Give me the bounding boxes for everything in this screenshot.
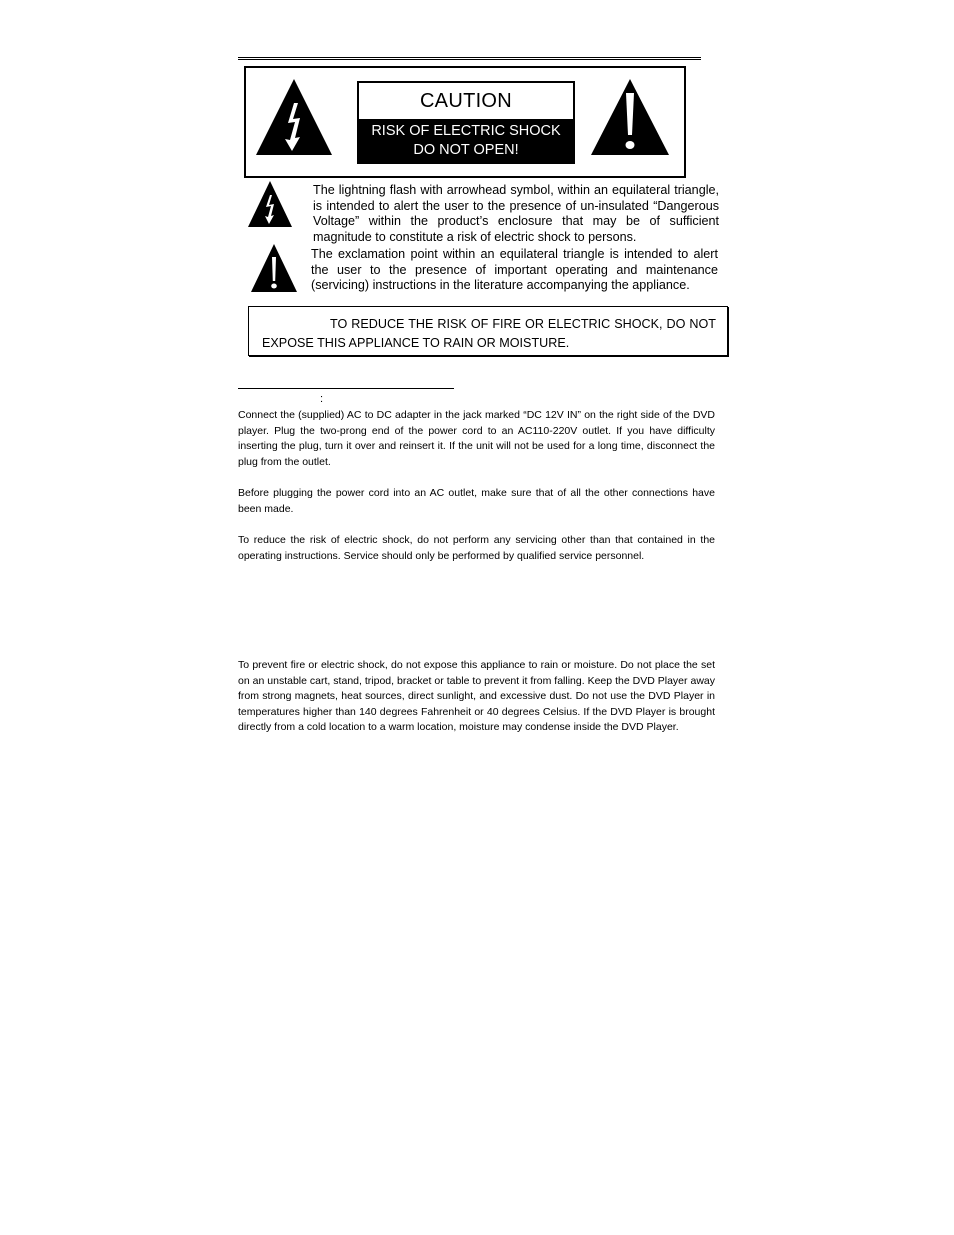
- caution-line-1: RISK OF ELECTRIC SHOCK: [371, 123, 561, 139]
- top-rule: [238, 57, 701, 60]
- caution-label: [357, 81, 575, 164]
- caution-sublabel: [359, 119, 573, 162]
- power-paragraph-1: Connect the (supplied) AC to DC adapter in the jack marked “DC 12V IN” on the right side of the DVD player. Plug the two-prong end of the power cord to an AC110-220V outlet. If you have difficulty inserting the plug, turn it over and reinsert it. If the unit will not be used for a long time, disconnect the plug from the outlet.: [238, 409, 715, 468]
- exclamation-warning-icon: [589, 77, 671, 157]
- section-rule: [238, 388, 454, 389]
- lightning-symbol-text: The lightning flash with arrowhead symbol, within an equilateral triangle, is intended to alert the user to the presence of un-insulated “Dangerous Voltage” within the product’s enclosure that may be of sufficient magnitude to constitute a risk of electric shock to persons.: [313, 183, 719, 245]
- warning-text: TO REDUCE THE RISK OF FIRE OR ELECTRIC SHOCK, DO NOT EXPOSE THIS APPLIANCE TO RAIN OR MOISTURE.: [262, 317, 716, 350]
- lightning-warning-icon: [254, 77, 334, 157]
- placement-paragraph: To prevent fire or electric shock, do not expose this appliance to rain or moisture. Do not place the set on an unstable cart, stand, tripod, bracket or table to prevent it from falling. Keep the DVD Player away from strong magnets, heat sources, direct sunlight, and excessive dust. Do not use the DVD Player in temperatures higher than 140 degrees Fahrenheit or 40 degrees Celsius. If the DVD Player is brought directly from a cold location to a warm location, moisture may condense inside the DVD Player.: [238, 659, 715, 734]
- caution-line-2: DO NOT OPEN!: [413, 142, 519, 158]
- power-paragraph-3: To reduce the risk of electric shock, do not perform any servicing other than that contained in the operating instructions. Service should only be performed by qualified service personnel.: [238, 534, 715, 562]
- power-paragraph-2: Before plugging the power cord into an AC outlet, make sure that of all the other connections have been made.: [238, 487, 715, 515]
- exclamation-symbol-icon: [250, 243, 298, 293]
- lightning-symbol-icon: [247, 180, 293, 228]
- warning-box: [248, 306, 728, 356]
- section-colon: :: [320, 393, 324, 405]
- exclamation-symbol-text: The exclamation point within an equilateral triangle is intended to alert the user to the presence of important operating and maintenance (servicing) instructions in the literature accompanying the appliance.: [311, 247, 718, 293]
- caution-heading: CAUTION: [419, 90, 513, 112]
